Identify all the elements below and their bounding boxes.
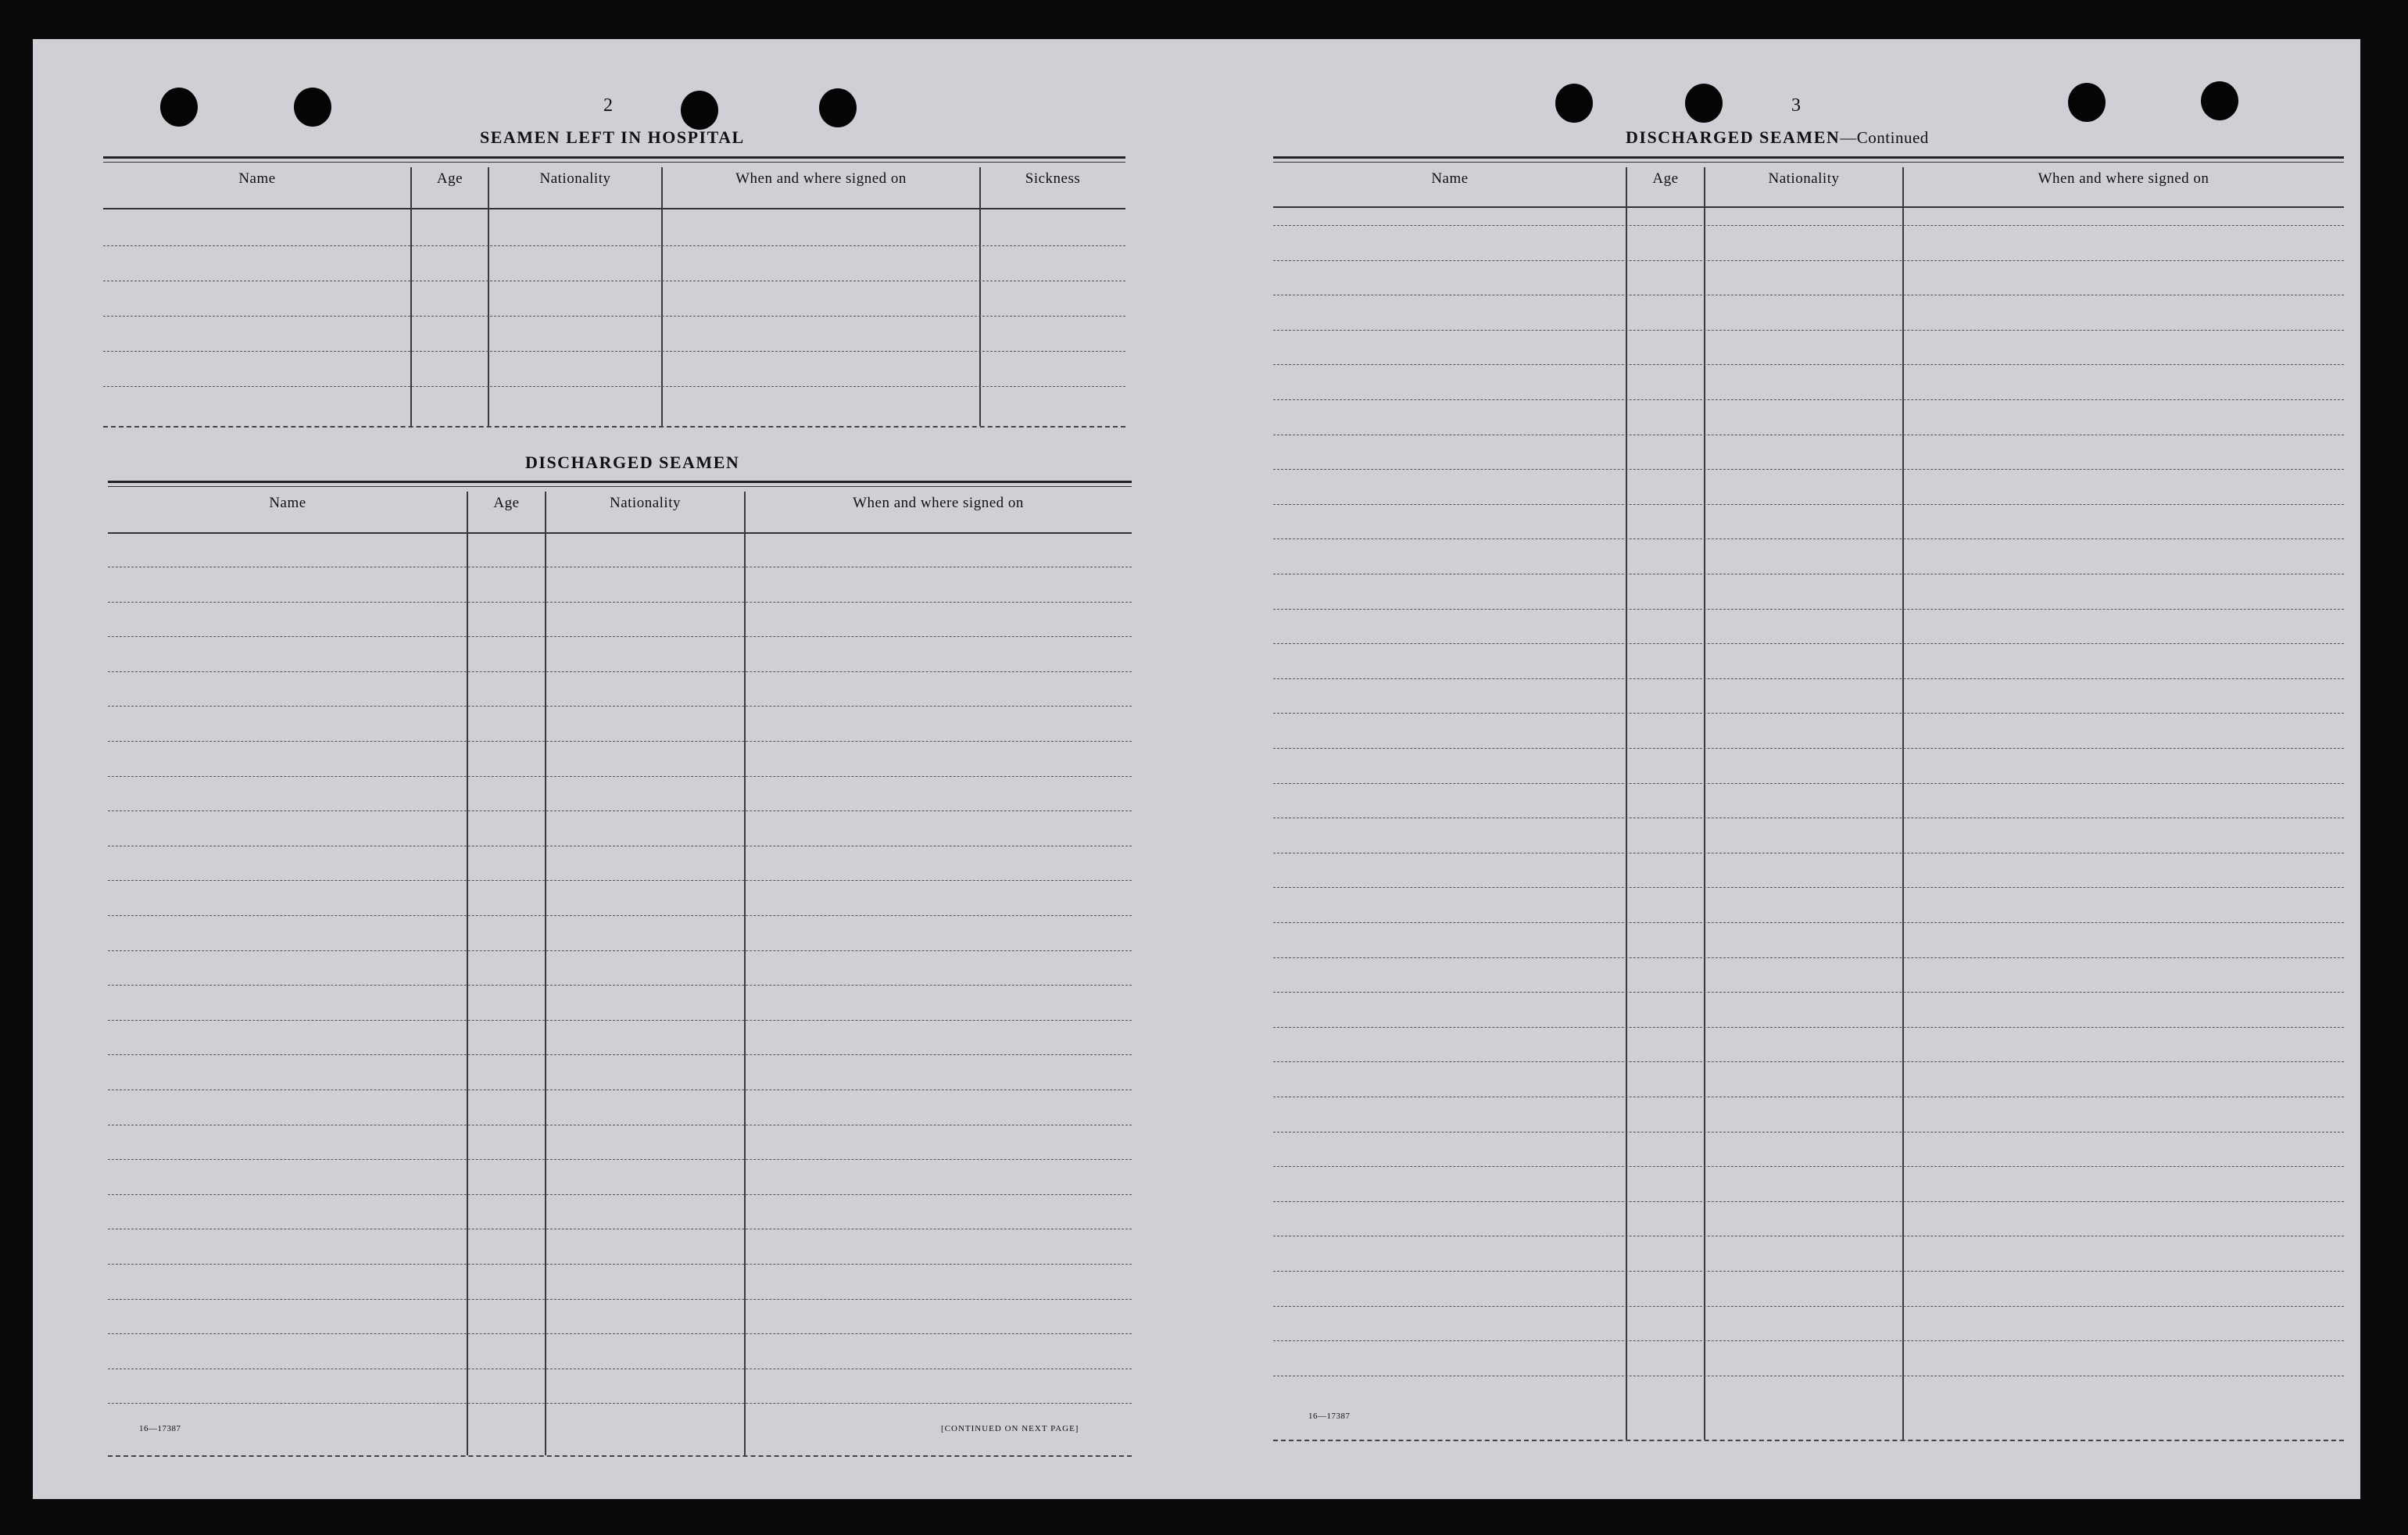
binder-hole xyxy=(681,91,718,130)
table-row xyxy=(108,1299,1132,1300)
column-divider xyxy=(1704,167,1705,1440)
table-row xyxy=(108,671,1132,672)
column-header: Name xyxy=(238,170,276,187)
column-divider xyxy=(410,167,412,426)
hospital-table xyxy=(103,156,1125,426)
table-row xyxy=(103,351,1125,352)
page-number-left: 2 xyxy=(603,95,614,116)
table-bottom-rule xyxy=(1273,1440,2344,1441)
table-row xyxy=(1273,260,2344,261)
form-code-right: 16—17387 xyxy=(1308,1412,1351,1421)
header-bottom-rule xyxy=(103,208,1125,209)
hospital-section-title: SEAMEN LEFT IN HOSPITAL xyxy=(480,127,745,147)
table-row xyxy=(108,741,1132,742)
page-number-right: 3 xyxy=(1791,95,1802,116)
table-row xyxy=(103,316,1125,317)
discharged-section-title: DISCHARGED SEAMEN xyxy=(525,453,740,472)
table-row xyxy=(1273,1271,2344,1272)
column-header: Name xyxy=(269,495,306,511)
table-row xyxy=(1273,1166,2344,1167)
table-row xyxy=(1273,1306,2344,1307)
table-row xyxy=(108,636,1132,637)
table-row xyxy=(1273,399,2344,400)
column-header: Nationality xyxy=(610,495,681,511)
column-header: When and where signed on xyxy=(735,170,907,187)
table-row xyxy=(108,1403,1132,1404)
table-row xyxy=(1273,957,2344,958)
form-code-left: 16—17387 xyxy=(139,1424,181,1433)
discharged-continued-table xyxy=(1273,156,2344,1440)
table-top-rule-thin xyxy=(1273,162,2344,163)
table-bottom-rule xyxy=(103,426,1125,428)
table-row xyxy=(1273,748,2344,749)
table-row xyxy=(103,386,1125,387)
table-row xyxy=(1273,1201,2344,1202)
table-row xyxy=(108,880,1132,881)
table-row xyxy=(1273,504,2344,505)
table-row xyxy=(108,950,1132,951)
table-row xyxy=(1273,1061,2344,1062)
column-header: Age xyxy=(1652,170,1679,187)
table-row xyxy=(1273,992,2344,993)
continued-on-next-page-note: [CONTINUED ON NEXT PAGE] xyxy=(941,1424,1079,1433)
discharged-table xyxy=(108,481,1132,1455)
discharged-continued-title-suffix: —Continued xyxy=(1840,128,1929,147)
column-header: Age xyxy=(436,170,463,187)
table-row xyxy=(1273,887,2344,888)
table-top-rule-thin xyxy=(103,162,1125,163)
column-divider xyxy=(1626,167,1627,1440)
discharged-continued-title-main: DISCHARGED SEAMEN xyxy=(1626,127,1841,147)
column-header: When and where signed on xyxy=(853,495,1024,511)
column-header: Age xyxy=(493,495,520,511)
binder-hole xyxy=(2068,83,2106,122)
table-row xyxy=(1273,713,2344,714)
binder-hole xyxy=(819,88,857,127)
table-row xyxy=(1273,364,2344,365)
column-divider xyxy=(979,167,981,426)
table-row xyxy=(108,776,1132,777)
binder-hole xyxy=(294,88,331,127)
document-sheet xyxy=(33,39,2360,1499)
binder-hole xyxy=(1555,84,1593,123)
table-row xyxy=(108,810,1132,811)
column-header: Nationality xyxy=(1768,170,1840,187)
table-row xyxy=(1273,678,2344,679)
table-top-rule-thin xyxy=(108,486,1132,487)
column-divider xyxy=(488,167,489,426)
column-divider xyxy=(661,167,663,426)
table-row xyxy=(108,1020,1132,1021)
table-row xyxy=(1273,609,2344,610)
column-header: Nationality xyxy=(539,170,611,187)
table-top-rule xyxy=(108,481,1132,483)
table-row xyxy=(108,706,1132,707)
table-row xyxy=(1273,922,2344,923)
table-bottom-rule xyxy=(108,1455,1132,1457)
table-row xyxy=(1273,643,2344,644)
table-row xyxy=(108,915,1132,916)
table-row xyxy=(108,1054,1132,1055)
table-row xyxy=(108,1159,1132,1160)
table-row xyxy=(108,985,1132,986)
table-row xyxy=(108,1333,1132,1334)
discharged-continued-title xyxy=(1626,127,1929,148)
table-row xyxy=(1273,330,2344,331)
header-bottom-rule xyxy=(1273,206,2344,208)
column-header: Sickness xyxy=(1025,170,1081,187)
table-top-rule xyxy=(1273,156,2344,159)
header-bottom-rule xyxy=(108,532,1132,534)
column-header: Name xyxy=(1431,170,1469,187)
binder-hole xyxy=(160,88,198,127)
table-row xyxy=(103,245,1125,246)
column-header: When and where signed on xyxy=(2038,170,2209,187)
table-row xyxy=(1273,225,2344,226)
column-divider xyxy=(1902,167,1904,1440)
table-row xyxy=(108,1264,1132,1265)
table-row xyxy=(1273,1340,2344,1341)
table-row xyxy=(1273,1027,2344,1028)
table-top-rule xyxy=(103,156,1125,159)
table-row xyxy=(108,602,1132,603)
table-row xyxy=(108,1194,1132,1195)
binder-hole xyxy=(2201,81,2238,120)
table-row xyxy=(1273,469,2344,470)
table-row xyxy=(1273,783,2344,784)
binder-hole xyxy=(1685,84,1723,123)
